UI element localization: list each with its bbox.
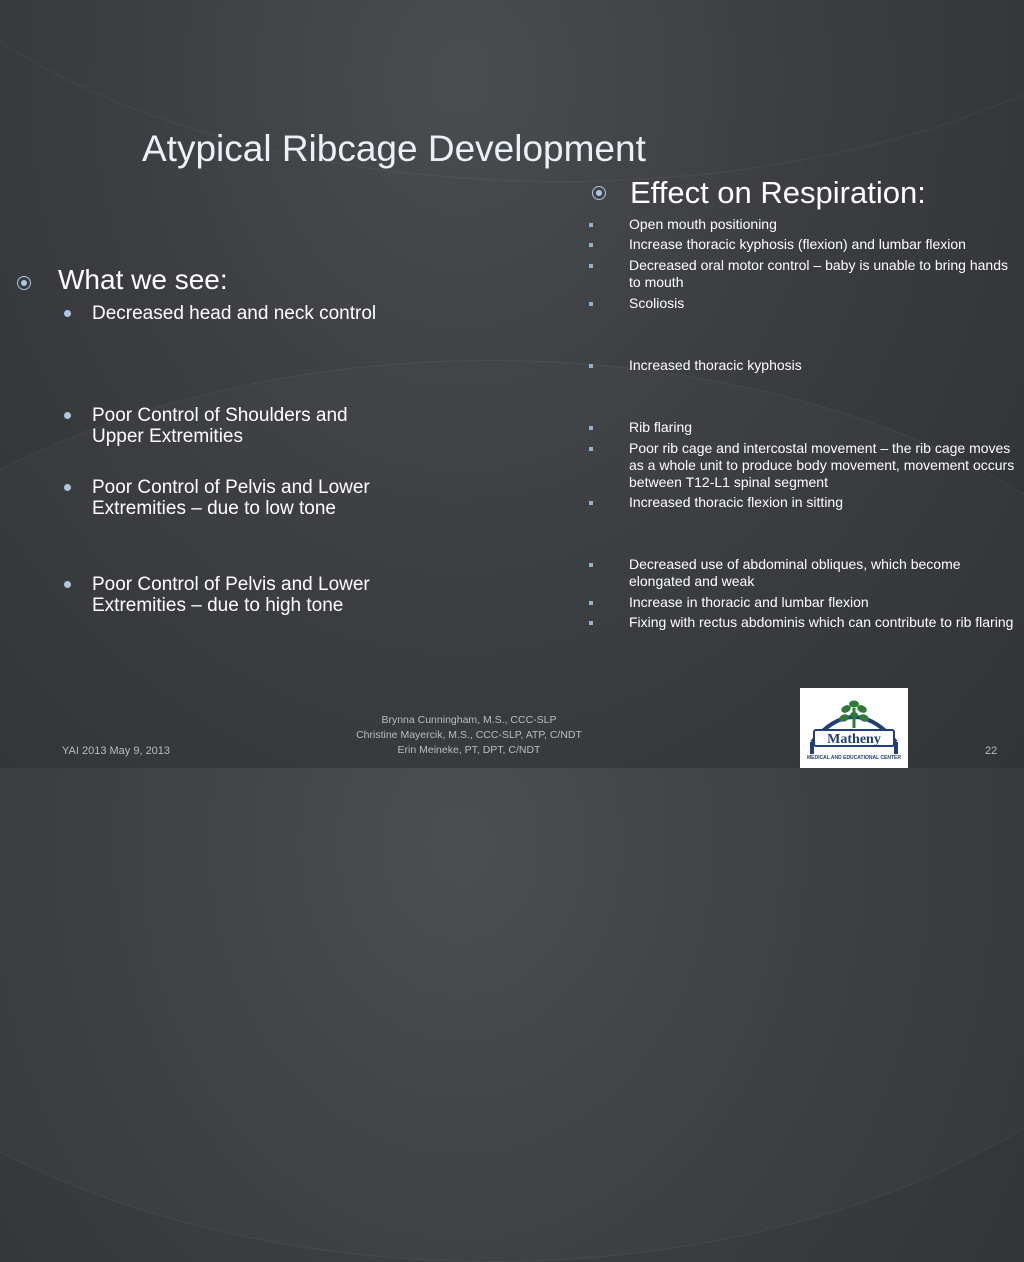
- dot-bullet-icon: [64, 310, 71, 317]
- footer-authors: [330, 713, 608, 758]
- square-bullet-icon: [589, 501, 593, 505]
- square-bullet-icon: [589, 364, 593, 368]
- circle-bullet-icon: [592, 186, 606, 200]
- logo-subtitle: MEDICAL AND EDUCATIONAL CENTER: [807, 755, 901, 761]
- matheny-logo: [800, 688, 908, 768]
- author-line: Christine Mayercik, M.S., CCC-SLP, ATP, C/NDT: [356, 729, 582, 741]
- effect-item: Scoliosis: [629, 295, 685, 311]
- effect-item: Increased thoracic flexion in sitting: [629, 494, 843, 510]
- what-we-see-heading: What we see:: [58, 264, 228, 295]
- effect-item: Poor rib cage and intercostal movement – the rib cage moves as a whole unit to produce body movement, movement occurs between T12-L1 spinal segment: [629, 440, 1015, 490]
- observation-item: Poor Control of Pelvis and Lower Extremities – due to high tone: [92, 574, 370, 616]
- dot-bullet-icon: [64, 484, 71, 491]
- dot-bullet-icon: [64, 581, 71, 588]
- observation-item: Poor Control of Shoulders and Upper Extremities: [92, 405, 348, 447]
- matheny-logo-graphic: [800, 688, 908, 768]
- dot-bullet-icon: [64, 412, 71, 419]
- effect-item: Decreased use of abdominal obliques, which become elongated and weak: [629, 556, 961, 589]
- observation-item: Poor Control of Pelvis and Lower Extremities – due to low tone: [92, 477, 370, 519]
- square-bullet-icon: [589, 447, 593, 451]
- square-bullet-icon: [589, 302, 593, 306]
- effect-item: Open mouth positioning: [629, 216, 777, 232]
- effect-item: Decreased oral motor control – baby is unable to bring hands to mouth: [629, 257, 1008, 290]
- author-line: Erin Meineke, PT, DPT, C/NDT: [397, 744, 541, 756]
- effect-item: Increase thoracic kyphosis (flexion) and lumbar flexion: [629, 236, 966, 252]
- observation-item: Decreased head and neck control: [92, 303, 377, 324]
- square-bullet-icon: [589, 223, 593, 227]
- square-bullet-icon: [589, 621, 593, 625]
- square-bullet-icon: [589, 243, 593, 247]
- footer-date: YAI 2013 May 9, 2013: [62, 745, 171, 757]
- effect-item: Increased thoracic kyphosis: [629, 357, 802, 373]
- circle-bullet-icon: [17, 276, 31, 290]
- effect-item: Increase in thoracic and lumbar flexion: [629, 594, 869, 610]
- square-bullet-icon: [589, 563, 593, 567]
- effect-item: Rib flaring: [629, 419, 693, 435]
- square-bullet-icon: [589, 601, 593, 605]
- slide-title: Atypical Ribcage Development: [142, 128, 646, 169]
- effect-heading: Effect on Respiration:: [630, 175, 926, 210]
- logo-name: Matheny: [827, 732, 881, 747]
- author-line: Brynna Cunningham, M.S., CCC-SLP: [381, 714, 557, 726]
- square-bullet-icon: [589, 426, 593, 430]
- page-number: 22: [985, 745, 998, 757]
- effect-item: Fixing with rectus abdominis which can contribute to rib flaring: [629, 614, 1014, 630]
- square-bullet-icon: [589, 264, 593, 268]
